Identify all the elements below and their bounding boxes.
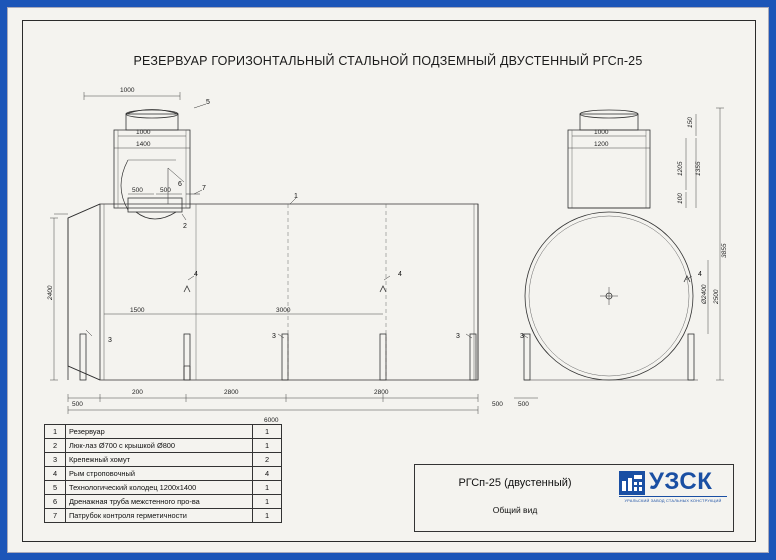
dim-side-dia: Ø2400 — [701, 284, 708, 304]
dim-side-base: 100 — [677, 193, 684, 204]
table-row — [45, 453, 282, 467]
dim-side-neck: 150 — [687, 117, 694, 128]
legend-qty: 1 — [253, 425, 282, 439]
title-block — [414, 464, 734, 532]
logo-wordmark: УЗСК — [649, 468, 713, 495]
dim-saddle-left: 1500 — [130, 307, 145, 314]
drawing-sheet — [8, 8, 768, 552]
dim-well-outer: 1400 — [136, 141, 151, 148]
legend-name: Рым строповочный — [66, 467, 253, 481]
dim-side-end: 500 — [518, 401, 529, 408]
legend-name: Технологический колодец 1200х1400 — [66, 481, 253, 495]
legend-qty: 4 — [253, 467, 282, 481]
dim-strap-span-2: 2800 — [374, 389, 389, 396]
company-logo — [619, 469, 727, 525]
legend-name: Патрубок контроля герметичности — [66, 509, 253, 523]
legend-num: 1 — [45, 425, 66, 439]
dim-hatch-left: 500 — [132, 187, 143, 194]
table-row — [45, 439, 282, 453]
legend-qty: 1 — [253, 481, 282, 495]
dim-side-well-h: 1205 — [677, 161, 684, 176]
page-title: РЕЗЕРВУАР ГОРИЗОНТАЛЬНЫЙ СТАЛЬНОЙ ПОДЗЕМНЫЙ ДВУСТЕННЫЙ РГСп-25 — [133, 54, 643, 68]
legend-body — [45, 425, 282, 523]
callout-7: 7 — [202, 185, 206, 192]
factory-icon — [619, 471, 645, 495]
callout-4b: 4 — [398, 271, 402, 278]
dim-hatch-right: 500 — [160, 187, 171, 194]
dim-well-top: 1000 — [120, 87, 135, 94]
dim-side-well-total: 1355 — [695, 161, 702, 176]
legend-qty: 1 — [253, 439, 282, 453]
table-row — [45, 425, 282, 439]
legend-num: 4 — [45, 467, 66, 481]
legend-qty: 1 — [253, 495, 282, 509]
callout-3c: 3 — [456, 333, 460, 340]
callout-3d: 3 — [520, 333, 524, 340]
callout-3b: 3 — [272, 333, 276, 340]
dim-side-well-outer: 1200 — [594, 141, 609, 148]
callout-4c: 4 — [698, 271, 702, 278]
callout-2: 2 — [183, 223, 187, 230]
legend-name: Дренажная труба межстенного про-ва — [66, 495, 253, 509]
table-row — [45, 481, 282, 495]
view-name: Общий вид — [492, 505, 538, 515]
table-row — [45, 467, 282, 481]
legend-num: 3 — [45, 453, 66, 467]
dim-side-overall-h: 3855 — [721, 243, 728, 258]
dim-side-overall-w: 2500 — [713, 289, 720, 304]
logo-divider — [619, 496, 727, 497]
dim-well-inner: 1000 — [136, 129, 151, 136]
parts-legend — [44, 424, 282, 523]
dim-side-well-inner: 1000 — [594, 129, 609, 136]
legend-name: Крепежный хомут — [66, 453, 253, 467]
legend-qty: 1 — [253, 509, 282, 523]
callout-4a: 4 — [194, 271, 198, 278]
callout-5: 5 — [206, 99, 210, 106]
legend-num: 5 — [45, 481, 66, 495]
dim-span-mid: 3000 — [276, 307, 291, 314]
legend-qty: 2 — [253, 453, 282, 467]
dim-tank-height: 2400 — [47, 285, 54, 300]
dim-end-right: 500 — [492, 401, 503, 408]
logo-subtitle: УРАЛЬСКИЙ ЗАВОД СТАЛЬНЫХ КОНСТРУКЦИЙ — [624, 498, 722, 503]
callout-6: 6 — [178, 181, 182, 188]
dim-end-left: 500 — [72, 401, 83, 408]
callout-1: 1 — [294, 193, 298, 200]
legend-num: 6 — [45, 495, 66, 509]
dim-strap-left: 200 — [132, 389, 143, 396]
legend-name: Резервуар — [66, 425, 253, 439]
dim-total-length: 6000 — [264, 417, 279, 424]
table-row — [45, 495, 282, 509]
legend-num: 2 — [45, 439, 66, 453]
legend-num: 7 — [45, 509, 66, 523]
table-row — [45, 509, 282, 523]
callout-3a: 3 — [108, 337, 112, 344]
dim-strap-span-1: 2800 — [224, 389, 239, 396]
product-name: РГСп-25 (двустенный) — [458, 477, 572, 489]
legend-name: Люк-лаз Ø700 с крышкой Ø800 — [66, 439, 253, 453]
